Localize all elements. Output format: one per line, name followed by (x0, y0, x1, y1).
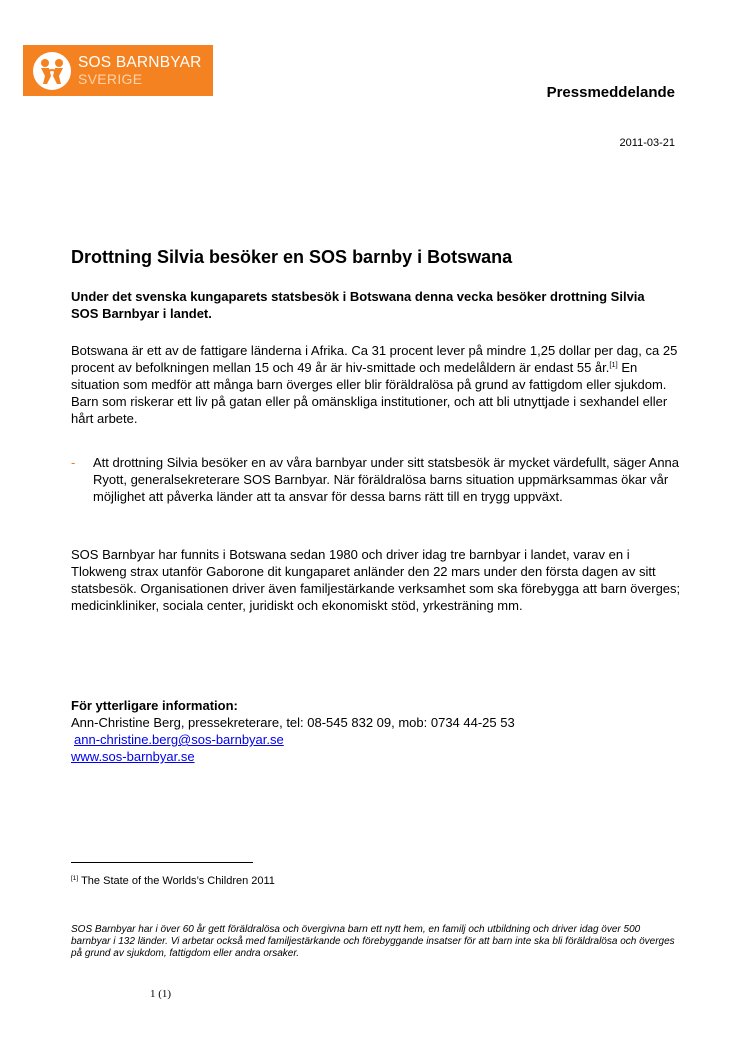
quote-block (71, 454, 681, 505)
page-number: 1 (1) (150, 988, 172, 1000)
page-title: Drottning Silvia besöker en SOS barnby i Botswana (71, 247, 513, 267)
footnote-reference[interactable]: [1] (609, 360, 618, 369)
contact-person: Ann-Christine Berg, pressekreterare, tel: 08-545 832 09, mob: 0734 44-25 53 (71, 715, 515, 730)
about-organisation: SOS Barnbyar har i över 60 år gett föräldralösa och övergivna barn ett nytt hem, en familj och utbildning och driver idag över 500 barnbyar i 132 länder. Vi arbetar också med familjestärkande och förebyggande insatser för att barn inte ska bli föräldralösa och överges på grund av sjukdom, fattigdom eller andra orsaker. (71, 924, 675, 959)
document-date: 2011-03-21 (619, 137, 675, 149)
footnote-text: The State of the Worlds’s Children 2011 (78, 875, 275, 887)
footnote-marker: [1] (71, 875, 79, 882)
paragraph-text: Botswana är ett av de fattigare länderna i Afrika. Ca 31 procent lever på mindre 1,25 dollar per dag, ca 25 procent av befolkningen mellan 15 och 49 år är hiv-smittade och medelåldern är endast 55 år. (71, 343, 678, 375)
quote-text: Att drottning Silvia besöker en av våra barnbyar under sitt statsbesök är mycket värdefullt, säger Anna Ryott, generalsekreterare SOS Barnbyar. När föräldralösa barns situation uppmärksammas ökar vår möjlighet att påverka länder att ta ansvar för dessa barns rätt till en trygg uppväxt. (93, 455, 680, 504)
paragraph-text: En situation som medför att många barn överges eller blir föräldralösa på grund av fattigdom eller sjukdom. Barn som riskerar ett liv på gatan eller på omänskliga institutioner, och att bli utnyttjade i sexhandel eller hårt arbete. (71, 360, 668, 426)
document-type: Pressmeddelande (546, 84, 675, 101)
body-paragraph-1 (71, 342, 681, 427)
footnote (71, 875, 275, 887)
website-link[interactable]: www.sos-barnbyar.se (71, 749, 195, 764)
sos-children-logo-icon (31, 50, 73, 92)
footnote-divider (71, 862, 253, 863)
body-paragraph-2: SOS Barnbyar har funnits i Botswana sedan 1980 och driver idag tre barnbyar i landet, varav en i Tlokweng strax utanför Gaborone dit kungaparet anländer den 22 mars under den första dagen av sitt statsbesök. Organisationen driver även familjestärkande verksamhet som ska förebygga att barn överges; medicinkliniker, sociala center, juridiskt och ekonomiskt stöd, yrkesträning mm. (71, 547, 681, 613)
lead-paragraph: Under det svenska kungaparets statsbesök i Botswana denna vecka besöker drottning Silvia SOS Barnbyar i landet. (71, 289, 645, 321)
logo-name: SOS BARNBYAR (78, 54, 202, 72)
sos-barnbyar-logo (23, 45, 213, 96)
quote-dash: - (71, 455, 76, 470)
contact-heading: För ytterligare information: (71, 698, 238, 713)
logo-country: SVERIGE (78, 70, 143, 87)
contact-section (71, 697, 515, 765)
email-link[interactable]: ann-christine.berg@sos-barnbyar.se (74, 732, 284, 747)
